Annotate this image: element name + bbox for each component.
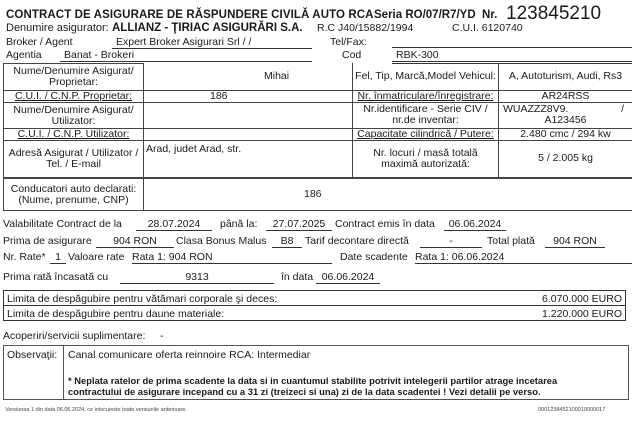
rates-label: Nr. Rate* <box>3 251 46 263</box>
capacity-label: Capacitate cilindrică / Putere: <box>353 128 499 140</box>
material-limit-row <box>3 305 626 321</box>
rates-value: 1 <box>50 251 66 264</box>
broker-label: Broker / Agent <box>6 36 73 48</box>
registry-number: R.C J40/15882/1994 <box>317 22 414 34</box>
owner-name-label: Nume/Denumire Asigurat/ Proprietar: <box>4 64 144 91</box>
first-rate-date: 06.06.2024 <box>316 271 380 284</box>
version-note: Versiunea 1 din data 06.06.2024, ce inlocuieste toate versiunile anterioare. <box>5 407 187 413</box>
first-rate-label: Prima rată încasată cu <box>3 271 109 283</box>
seats-value: 5 / 2.005 kg <box>499 140 633 177</box>
user-cnp-label: C.U.I. / C.N.P. Utilizator: <box>4 129 144 141</box>
bonus-label: Clasa Bonus Malus <box>176 235 267 247</box>
insurer-label: Denumire asigurator: <box>6 22 109 34</box>
telfax-label: Tel/Fax: <box>330 36 367 48</box>
user-name-label: Nume/Denumire Asigurat/ Utilizator: <box>4 103 144 129</box>
bonus-value: B8 <box>272 235 302 248</box>
validity-to-label: până la: <box>220 218 258 230</box>
vehicle-type-label: Fel, Tip, Marcă,Model Vehicul: <box>353 63 499 90</box>
first-rate-value: 9313 <box>120 271 274 284</box>
tarif-value: - <box>420 235 482 248</box>
observations-box <box>3 345 629 400</box>
material-limit-value: 1.220.000 EURO <box>542 308 622 320</box>
address-value: Arad, judet Arad, str. <box>144 141 356 178</box>
due-value: Rata 1: 06.06.2024 <box>415 251 632 264</box>
policy-number-label: Nr. <box>482 9 498 21</box>
material-limit-label: Limita de despăgubire pentru daune materiale: <box>7 308 225 320</box>
validity-to: 27.07.2025 <box>266 218 332 231</box>
rate-value-label: Valoare rate <box>68 251 125 263</box>
policy-number: 123845210 <box>506 3 602 24</box>
total-value: 904 RON <box>545 235 605 248</box>
user-name-value <box>144 103 356 129</box>
vin-slash: / <box>621 103 624 115</box>
drivers-label: Conducatori auto declarati: (Nume, prenume, CNP) <box>4 179 144 211</box>
owner-cnp-value: 186 <box>144 91 356 103</box>
coverage-label: Acoperiri/servicii suplimentare: <box>3 330 146 342</box>
drivers-value: 186 <box>144 179 633 211</box>
tarif-label: Tarif decontare directă <box>305 235 409 247</box>
validity-label: Valabilitate Contract de la <box>3 218 122 230</box>
validity-from: 28.07.2024 <box>136 218 212 231</box>
total-label: Total plată <box>487 235 535 247</box>
civ-value: A123456 <box>544 114 587 126</box>
owner-cnp-label: C.U.I. / C.N.P. Proprietar: <box>4 91 144 103</box>
agency-label: Agentia <box>6 49 42 61</box>
owner-name-value: Mihai <box>144 64 356 91</box>
cod-label: Cod <box>342 49 362 61</box>
vin-label: Nr.identificare - Serie CIV / nr.de inventar: <box>353 102 499 128</box>
telfax-value <box>392 36 632 48</box>
document-title: CONTRACT DE ASIGURARE DE RĂSPUNDERE CIVILĂ AUTO RCA <box>6 9 374 21</box>
observations-label: Observaţii: <box>4 346 64 399</box>
cod-value: RBK-300 <box>392 49 632 62</box>
seats-label: Nr. locuri / masă totală maximă autorizată: <box>353 140 499 177</box>
rate-value: Rata 1: 904 RON <box>132 251 332 264</box>
issued-label: Contract emis în data <box>335 218 435 230</box>
address-label: Adresă Asigurat / Utilizator / Tel. / E-mail <box>4 141 144 178</box>
vehicle-type-value: A, Autoturism, Audi, Rs3 <box>499 63 633 90</box>
agency-value: Banat - Brokeri <box>60 49 312 62</box>
premium-value: 904 RON <box>96 235 174 248</box>
issued-date: 06.06.2024 <box>444 218 506 231</box>
user-cnp-value <box>144 129 356 141</box>
plate-label: Nr. înmatriculare/înregistrare: <box>353 90 499 102</box>
insured-table <box>3 63 355 178</box>
plate-value: AR24RSS <box>499 90 633 102</box>
observations-note-line-2: contractului de asigurare incepand cu a 31 zi (treizeci si una) zi de la data scadentei ! Vezi detalii pe verso. <box>68 386 541 397</box>
coverage-value: - <box>160 330 164 342</box>
insurer-name: ALLIANZ - ŢIRIAC ASIGURĂRI S.A. <box>112 22 303 34</box>
broker-value: Expert Broker Asigurari Srl / / <box>112 36 312 49</box>
premium-label: Prima de asigurare <box>3 235 92 247</box>
capacity-value: 2.480 cmc / 294 kw <box>499 128 633 140</box>
observations-channel: Canal comunicare oferta reinnoire RCA: Intermediar <box>68 349 311 361</box>
first-rate-date-label: în data <box>281 271 314 283</box>
policy-series: Seria RO/07/R7/YD <box>374 9 476 21</box>
vehicle-table <box>352 63 632 178</box>
bodily-limit-value: 6.070.000 EURO <box>542 293 622 305</box>
vin-value: WUAZZZ8V9. <box>503 103 569 115</box>
bodily-limit-row <box>3 290 626 306</box>
drivers-table <box>3 178 632 211</box>
document-code: 0001238452100010000017 <box>538 407 606 413</box>
due-label: Date scadente <box>340 251 408 263</box>
bodily-limit-label: Limita de despăgubire pentru vătămari corporale şi deces: <box>7 293 278 305</box>
cui-number: C.U.I. 6120740 <box>452 22 523 34</box>
observations-note-line-1: * Neplata ratelor de prima scadente la data si in cuantumul stabilite potrivit intelegerii partilor atrage incetarea <box>68 375 558 386</box>
vin-cell <box>499 102 633 128</box>
